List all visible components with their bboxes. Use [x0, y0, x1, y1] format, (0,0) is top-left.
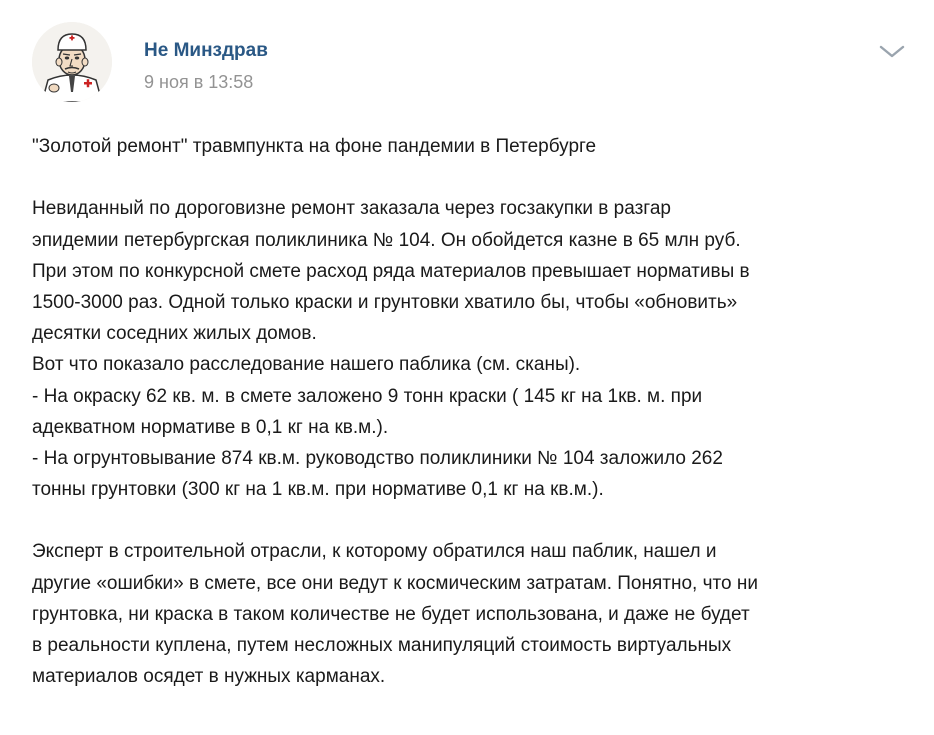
text-line: Вот что показало расследование нашего паблика (см. сканы). — [32, 354, 581, 376]
post-menu-button[interactable] — [878, 42, 906, 62]
text-line: эпидемии петербургская поликлиника № 104. Он обойдется казне в 65 млн руб. — [32, 229, 741, 251]
text-line: - На огрунтовывание 874 кв.м. руководство поликлиники № 104 заложило 262 — [32, 447, 723, 469]
text-line: 1500-3000 раз. Одной только краски и грунтовки хватило бы, чтобы «обновить» — [32, 291, 738, 313]
chevron-down-icon — [878, 42, 906, 62]
text-line: Невиданный по дороговизне ремонт заказала через госзакупки в разгар — [32, 198, 671, 220]
post-title: "Золотой ремонт" травмпункта на фоне пандемии в Петербурге — [32, 136, 597, 157]
doctor-caricature-icon — [32, 22, 112, 102]
text-line: тонны грунтовки (300 кг на 1 кв.м. при нормативе 0,1 кг на кв.м.). — [32, 479, 604, 501]
author-name[interactable]: Не Минздрав — [144, 40, 268, 61]
spacer — [32, 505, 912, 536]
text-line: - На окраску 62 кв. м. в смете заложено 9 тонн краски ( 145 кг на 1кв. м. при — [32, 385, 703, 407]
spacer — [32, 162, 912, 193]
text-line: грунтовка, ни краска в таком количестве не будет использована, и даже не будет — [32, 603, 750, 625]
text-line: десятки соседних жилых домов. — [32, 323, 317, 345]
post-date[interactable]: 9 ноя в 13:58 — [144, 72, 254, 92]
avatar[interactable] — [32, 22, 112, 102]
post-text — [32, 131, 912, 692]
text-line: другие «ошибки» в смете, все они ведут к космическим затратам. Понятно, что ни — [32, 572, 758, 594]
text-line: адекватном нормативе в 0,1 кг на кв.м.). — [32, 416, 389, 438]
text-line: материалов осядет в нужных карманах. — [32, 666, 386, 688]
text-line: Эксперт в строительной отрасли, к которому обратился наш паблик, нашел и — [32, 541, 717, 563]
text-line: При этом по конкурсной смете расход ряда материалов превышает нормативы в — [32, 260, 750, 282]
text-line: в реальности куплена, путем несложных манипуляций стоимость виртуальных — [32, 635, 732, 656]
post-header — [32, 22, 912, 112]
